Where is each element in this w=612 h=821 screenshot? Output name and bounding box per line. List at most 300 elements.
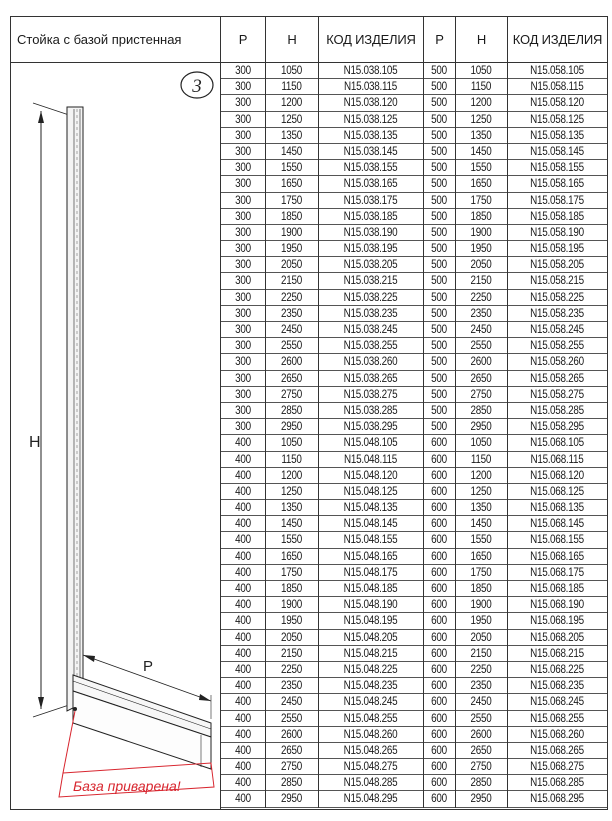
rack-drawing	[11, 63, 220, 809]
cell-p: 600	[431, 680, 447, 693]
cell-code: N15.048.125	[343, 485, 398, 498]
cell-code: N15.068.145	[530, 518, 584, 531]
cell-p: 300	[235, 404, 251, 417]
product-table	[221, 63, 607, 808]
cell-h: 1450	[470, 145, 492, 158]
cell-p: 600	[431, 793, 447, 806]
p-label: P	[143, 658, 154, 675]
cell-h: 1150	[470, 453, 492, 466]
cell-code: N15.068.235	[530, 680, 584, 693]
cell-p: 600	[431, 761, 447, 774]
cell-code: N15.068.215	[530, 647, 584, 660]
cell-code: N15.058.185	[530, 210, 584, 223]
cell-p: 300	[235, 226, 251, 239]
table-row	[221, 532, 607, 548]
cell-code: N15.038.260	[343, 356, 398, 369]
cell-h: 1050	[281, 65, 302, 77]
cell-h: 1950	[470, 615, 492, 628]
cell-h: 1850	[281, 583, 302, 595]
col-header-p-1: P	[220, 17, 265, 62]
cell-h: 2650	[281, 744, 302, 757]
cell-p: 500	[431, 275, 447, 288]
column-divider	[318, 63, 319, 808]
table-row	[221, 193, 607, 209]
cell-p: 600	[431, 744, 447, 757]
cell-p: 400	[235, 793, 251, 806]
table-row	[221, 257, 607, 273]
table-header	[11, 17, 607, 63]
table-row	[221, 694, 607, 710]
cell-code: N15.048.105	[343, 437, 398, 450]
table-row	[221, 630, 607, 646]
cell-code: N15.068.195	[530, 615, 584, 628]
cell-h: 1900	[470, 226, 492, 239]
cell-code: N15.038.265	[343, 372, 398, 385]
cell-p: 600	[431, 437, 447, 450]
cell-code: N15.048.295	[343, 793, 398, 806]
cell-code: N15.048.115	[343, 453, 398, 466]
cell-h: 1050	[470, 65, 492, 77]
cell-code: N15.058.195	[530, 243, 584, 256]
cell-p: 400	[235, 728, 251, 741]
cell-p: 400	[235, 712, 251, 725]
cell-p: 500	[431, 356, 447, 369]
cell-p: 500	[431, 243, 447, 256]
cell-h: 2050	[281, 631, 302, 644]
col-header-h-2: H	[455, 17, 507, 62]
cell-code: N15.048.120	[343, 469, 398, 482]
cell-p: 300	[235, 307, 251, 320]
product-drawing	[11, 63, 220, 809]
h-arrow-bottom	[38, 697, 44, 709]
cell-h: 2150	[281, 275, 302, 288]
cell-h: 1750	[470, 194, 492, 207]
cell-code: N15.058.105	[530, 65, 584, 77]
cell-h: 1450	[470, 518, 492, 531]
cell-p: 300	[235, 162, 251, 175]
cell-h: 2350	[470, 307, 492, 320]
cell-h: 2650	[470, 372, 492, 385]
table-row	[221, 112, 607, 128]
cell-h: 1250	[470, 113, 492, 126]
table-row	[221, 354, 607, 370]
cell-p: 400	[235, 777, 251, 790]
cell-code: N15.048.225	[343, 663, 398, 676]
cell-code: N15.048.135	[343, 502, 398, 515]
cell-code: N15.068.155	[530, 534, 584, 547]
table-row	[221, 79, 607, 95]
cell-code: N15.068.105	[530, 437, 584, 450]
cell-p: 300	[235, 372, 251, 385]
cell-code: N15.058.135	[530, 129, 584, 142]
cell-code: N15.038.195	[343, 243, 398, 256]
h-extension-top	[33, 103, 69, 115]
cell-p: 600	[431, 777, 447, 790]
cell-h: 2600	[281, 356, 302, 369]
cell-code: N15.048.255	[343, 712, 398, 725]
cell-h: 2050	[470, 259, 492, 272]
cell-p: 400	[235, 518, 251, 531]
cell-p: 600	[431, 469, 447, 482]
sheet-title: Стойка с базой пристенная	[17, 32, 182, 47]
cell-p: 500	[431, 291, 447, 304]
cell-p: 500	[431, 226, 447, 239]
cell-p: 600	[431, 502, 447, 515]
cell-h: 1900	[281, 599, 302, 612]
cell-p: 500	[431, 145, 447, 158]
cell-h: 1200	[281, 97, 302, 110]
cell-code: N15.038.175	[343, 194, 398, 207]
table-row	[221, 775, 607, 791]
cell-h: 1950	[281, 243, 302, 256]
cell-h: 1250	[281, 485, 302, 498]
cell-p: 500	[431, 421, 447, 434]
cell-p: 300	[235, 178, 251, 191]
cell-code: N15.068.115	[530, 453, 584, 466]
cell-h: 1450	[281, 145, 302, 158]
cell-code: N15.058.265	[530, 372, 584, 385]
cell-p: 400	[235, 696, 251, 709]
cell-h: 2600	[281, 728, 302, 741]
cell-p: 400	[235, 453, 251, 466]
cell-p: 300	[235, 113, 251, 126]
cell-p: 300	[235, 81, 251, 94]
table-row	[221, 160, 607, 176]
cell-h: 2250	[470, 291, 492, 304]
cell-p: 300	[235, 291, 251, 304]
upright-column	[67, 107, 83, 711]
cell-h: 1650	[470, 178, 492, 191]
cell-h: 2550	[281, 712, 302, 725]
table-row	[221, 597, 607, 613]
cell-p: 500	[431, 65, 447, 77]
cell-h: 1550	[281, 162, 302, 175]
cell-h: 1350	[470, 129, 492, 142]
cell-p: 500	[431, 259, 447, 272]
cell-h: 1550	[281, 534, 302, 547]
cell-h: 2050	[281, 259, 302, 272]
cell-code: N15.058.190	[530, 226, 584, 239]
table-row	[221, 419, 607, 435]
cell-h: 1850	[470, 583, 492, 595]
table-row	[221, 387, 607, 403]
cell-p: 300	[235, 388, 251, 401]
table-row	[221, 516, 607, 532]
cell-p: 400	[235, 437, 251, 450]
cell-code: N15.068.295	[530, 793, 584, 806]
cell-code: N15.058.285	[530, 404, 584, 417]
cell-p: 400	[235, 761, 251, 774]
cell-code: N15.048.260	[343, 728, 398, 741]
cell-h: 2250	[470, 663, 492, 676]
cell-p: 500	[431, 307, 447, 320]
h-arrow-top	[38, 111, 44, 123]
cell-p: 400	[235, 615, 251, 628]
table-row	[221, 500, 607, 516]
cell-p: 400	[235, 663, 251, 676]
cell-h: 1350	[281, 502, 302, 515]
cell-h: 1150	[470, 81, 492, 94]
cell-p: 300	[235, 259, 251, 272]
cell-code: N15.038.190	[343, 226, 398, 239]
cell-code: N15.038.120	[343, 97, 398, 110]
cell-h: 1750	[281, 566, 302, 579]
cell-p: 300	[235, 129, 251, 142]
cell-h: 2350	[281, 680, 302, 693]
row-divider	[221, 807, 607, 808]
cell-p: 400	[235, 469, 251, 482]
table-row	[221, 484, 607, 500]
table-row	[221, 743, 607, 759]
table-row	[221, 565, 607, 581]
cell-h: 1350	[281, 129, 302, 142]
cell-h: 2650	[470, 744, 492, 757]
cell-code: N15.058.125	[530, 113, 584, 126]
cell-code: N15.048.235	[343, 680, 398, 693]
table-row	[221, 727, 607, 743]
cell-code: N15.058.295	[530, 421, 584, 434]
cell-h: 1150	[281, 453, 302, 466]
cell-h: 2850	[470, 777, 492, 790]
column-divider	[507, 63, 508, 808]
cell-code: N15.038.235	[343, 307, 398, 320]
h-label: H	[29, 434, 41, 451]
cell-code: N15.038.115	[343, 81, 398, 94]
cell-h: 1900	[281, 226, 302, 239]
table-row	[221, 646, 607, 662]
cell-h: 2600	[470, 356, 492, 369]
p-arrow-right	[199, 694, 211, 701]
cell-p: 300	[235, 340, 251, 353]
col-header-h-1: H	[265, 17, 318, 62]
cell-p: 400	[235, 599, 251, 612]
cell-h: 1450	[281, 518, 302, 531]
cell-code: N15.058.225	[530, 291, 584, 304]
cell-h: 2850	[281, 404, 302, 417]
cell-code: N15.048.185	[343, 583, 398, 595]
cell-p: 500	[431, 178, 447, 191]
cell-code: N15.038.245	[343, 324, 398, 336]
cell-p: 600	[431, 599, 447, 612]
cell-code: N15.058.165	[530, 178, 584, 191]
cell-code: N15.068.135	[530, 502, 584, 515]
cell-h: 1250	[281, 113, 302, 126]
cell-h: 2950	[281, 421, 302, 434]
cell-code: N15.038.185	[343, 210, 398, 223]
note-leader	[63, 711, 75, 773]
cell-p: 600	[431, 728, 447, 741]
cell-h: 1200	[281, 469, 302, 482]
cell-p: 300	[235, 194, 251, 207]
cell-code: N15.058.275	[530, 388, 584, 401]
table-row	[221, 435, 607, 451]
table-row	[221, 225, 607, 241]
cell-h: 2650	[281, 372, 302, 385]
table-row	[221, 209, 607, 225]
cell-h: 1200	[470, 97, 492, 110]
cell-h: 1850	[470, 210, 492, 223]
table-row	[221, 759, 607, 775]
cell-code: N15.048.275	[343, 761, 398, 774]
cell-h: 2950	[470, 421, 492, 434]
cell-p: 600	[431, 583, 447, 595]
table-row	[221, 403, 607, 419]
cell-p: 400	[235, 631, 251, 644]
cell-p: 300	[235, 356, 251, 369]
h-extension-bottom	[33, 705, 69, 717]
cell-code: N15.068.265	[530, 744, 584, 757]
cell-h: 1650	[470, 550, 492, 563]
col-header-code-2: КОД ИЗДЕЛИЯ	[507, 17, 607, 62]
cell-code: N15.048.215	[343, 647, 398, 660]
cell-code: N15.058.145	[530, 145, 584, 158]
cell-h: 2050	[470, 631, 492, 644]
cell-p: 500	[431, 129, 447, 142]
cell-h: 1550	[470, 534, 492, 547]
weld-note: База приварена!	[73, 778, 181, 794]
table-row	[221, 128, 607, 144]
cell-h: 2350	[470, 680, 492, 693]
p-arrow-left	[83, 655, 95, 662]
cell-code: N15.068.190	[530, 599, 584, 612]
cell-h: 2550	[281, 340, 302, 353]
cell-h: 2750	[281, 761, 302, 774]
table-row	[221, 306, 607, 322]
cell-code: N15.058.120	[530, 97, 584, 110]
cell-code: N15.038.285	[343, 404, 398, 417]
cell-p: 300	[235, 145, 251, 158]
cell-code: N15.038.225	[343, 291, 398, 304]
table-row	[221, 290, 607, 306]
cell-p: 400	[235, 485, 251, 498]
table-row	[221, 678, 607, 694]
cell-p: 600	[431, 453, 447, 466]
cell-h: 2600	[470, 728, 492, 741]
cell-code: N15.068.185	[530, 583, 584, 595]
cell-code: N15.068.260	[530, 728, 584, 741]
cell-code: N15.068.205	[530, 631, 584, 644]
cell-p: 600	[431, 696, 447, 709]
table-row	[221, 581, 607, 597]
cell-code: N15.038.125	[343, 113, 398, 126]
table-row	[221, 711, 607, 727]
cell-p: 300	[235, 275, 251, 288]
table-row	[221, 95, 607, 111]
cell-code: N15.038.215	[343, 275, 398, 288]
cell-p: 600	[431, 485, 447, 498]
column-divider	[265, 63, 266, 808]
cell-code: N15.038.255	[343, 340, 398, 353]
spec-sheet	[10, 16, 608, 810]
cell-p: 600	[431, 518, 447, 531]
cell-p: 300	[235, 243, 251, 256]
table-row	[221, 371, 607, 387]
cell-h: 2450	[281, 324, 302, 336]
cell-p: 600	[431, 566, 447, 579]
cell-p: 400	[235, 502, 251, 515]
cell-code: N15.048.205	[343, 631, 398, 644]
badge-number: 3	[192, 76, 202, 97]
cell-h: 1650	[281, 550, 302, 563]
cell-h: 2550	[470, 712, 492, 725]
cell-h: 2450	[470, 324, 492, 336]
cell-h: 2750	[470, 388, 492, 401]
cell-code: N15.068.255	[530, 712, 584, 725]
cell-h: 1750	[470, 566, 492, 579]
cell-p: 400	[235, 647, 251, 660]
cell-p: 600	[431, 534, 447, 547]
cell-p: 400	[235, 680, 251, 693]
cell-p: 300	[235, 210, 251, 223]
cell-code: N15.048.155	[343, 534, 398, 547]
cell-code: N15.048.165	[343, 550, 398, 563]
cell-h: 2350	[281, 307, 302, 320]
cell-code: N15.038.165	[343, 178, 398, 191]
cell-h: 1150	[281, 81, 302, 94]
cell-p: 600	[431, 647, 447, 660]
cell-code: N15.038.145	[343, 145, 398, 158]
cell-h: 1950	[281, 615, 302, 628]
cell-code: N15.058.205	[530, 259, 584, 272]
cell-p: 300	[235, 97, 251, 110]
cell-p: 500	[431, 340, 447, 353]
table-row	[221, 549, 607, 565]
cell-h: 2450	[281, 696, 302, 709]
cell-p: 500	[431, 324, 447, 336]
cell-code: N15.068.125	[530, 485, 584, 498]
cell-code: N15.048.145	[343, 518, 398, 531]
cell-code: N15.068.165	[530, 550, 584, 563]
cell-h: 1900	[470, 599, 492, 612]
cell-p: 600	[431, 615, 447, 628]
cell-p: 500	[431, 113, 447, 126]
cell-code: N15.058.260	[530, 356, 584, 369]
col-header-code-1: КОД ИЗДЕЛИЯ	[318, 17, 423, 62]
cell-h: 2150	[281, 647, 302, 660]
cell-code: N15.048.245	[343, 696, 398, 709]
cell-p: 600	[431, 550, 447, 563]
cell-p: 400	[235, 583, 251, 595]
table-row	[221, 176, 607, 192]
cell-code: N15.048.195	[343, 615, 398, 628]
cell-p: 500	[431, 81, 447, 94]
cell-code: N15.048.285	[343, 777, 398, 790]
cell-p: 300	[235, 65, 251, 77]
cell-h: 1050	[470, 437, 492, 450]
cell-code: N15.038.275	[343, 388, 398, 401]
cell-h: 2150	[470, 275, 492, 288]
cell-h: 2150	[470, 647, 492, 660]
cell-p: 400	[235, 550, 251, 563]
cell-code: N15.068.175	[530, 566, 584, 579]
cell-p: 500	[431, 97, 447, 110]
cell-code: N15.058.215	[530, 275, 584, 288]
cell-code: N15.068.275	[530, 761, 584, 774]
cell-h: 1250	[470, 485, 492, 498]
table-row	[221, 63, 607, 79]
table-row	[221, 452, 607, 468]
col-header-p-2: P	[423, 17, 455, 62]
cell-h: 2250	[281, 663, 302, 676]
cell-h: 2250	[281, 291, 302, 304]
cell-p: 600	[431, 712, 447, 725]
cell-p: 500	[431, 162, 447, 175]
cell-p: 500	[431, 210, 447, 223]
table-row	[221, 273, 607, 289]
table-row	[221, 662, 607, 678]
cell-code: N15.068.285	[530, 777, 584, 790]
cell-p: 600	[431, 631, 447, 644]
